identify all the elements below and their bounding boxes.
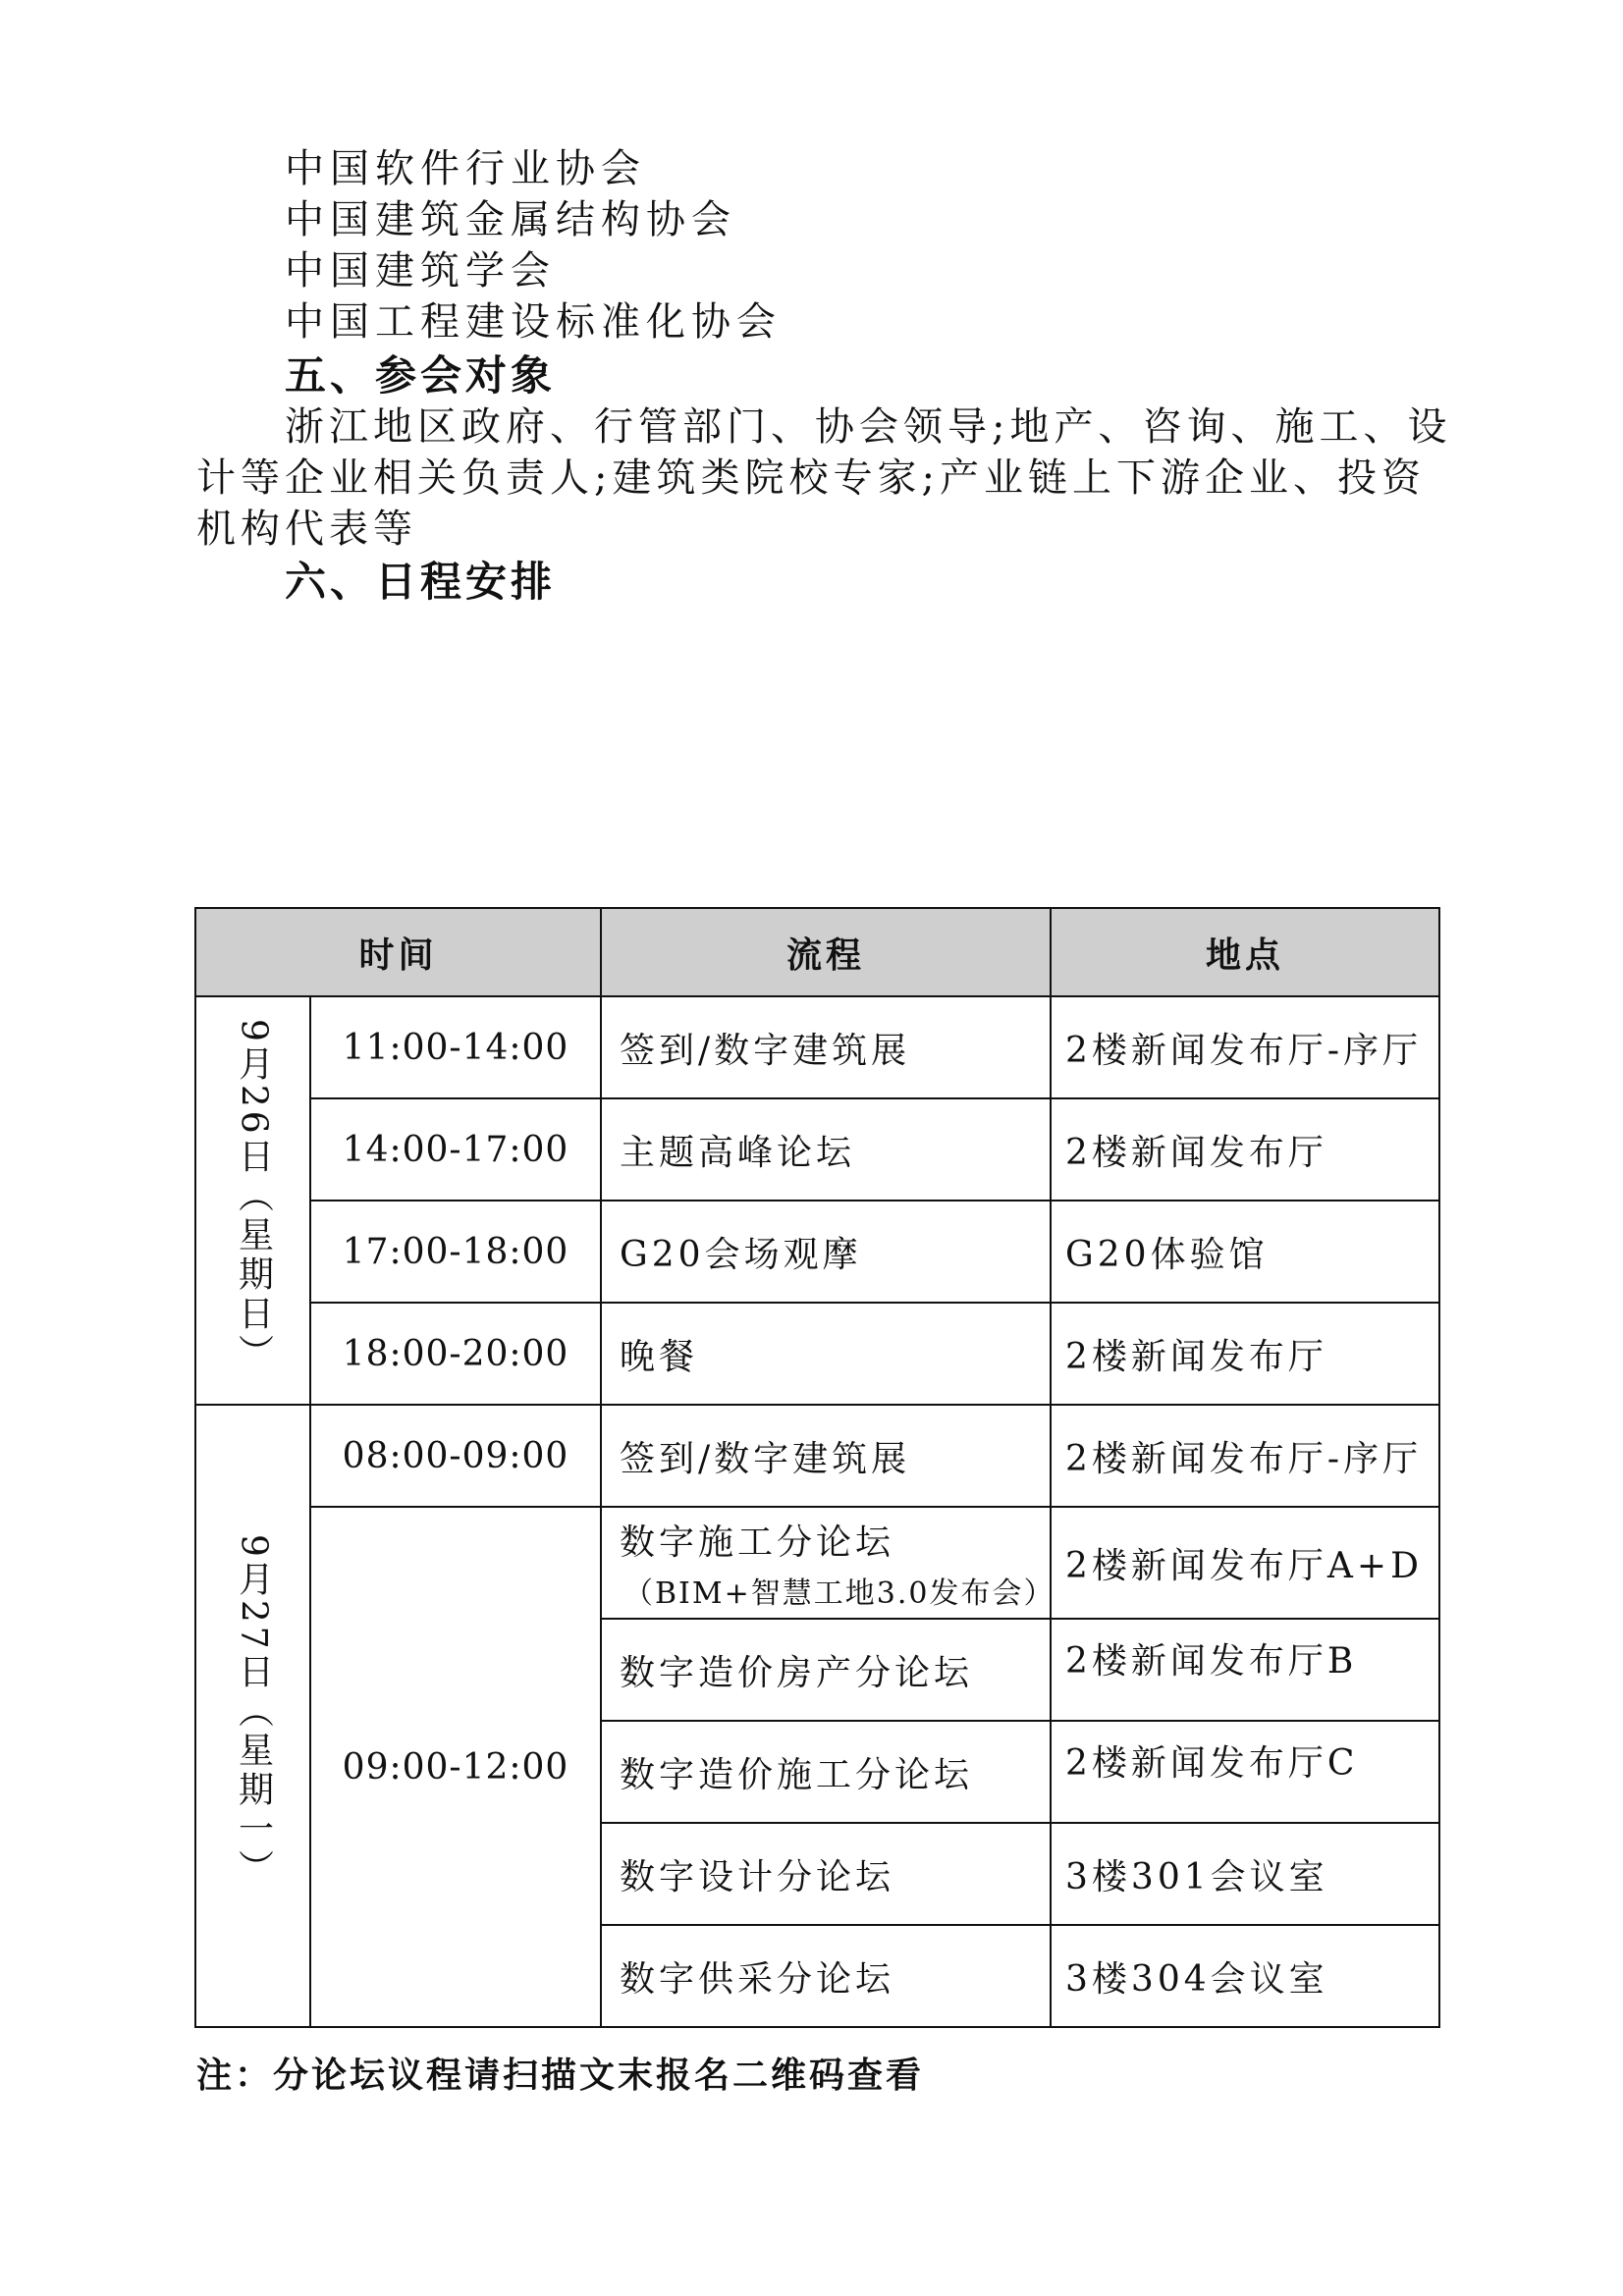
date-label: 9月26日（星期日） <box>233 1019 274 1373</box>
table-row <box>195 996 1439 1098</box>
location-cell: 2楼新闻发布厅 <box>1051 1303 1439 1405</box>
section-heading-attendees: 五、参会对象 <box>285 351 557 400</box>
location-cell: 2楼新闻发布厅A+D <box>1051 1507 1439 1619</box>
organizer-line: 中国建筑金属结构协会 <box>285 197 736 242</box>
table-row <box>195 1303 1439 1405</box>
schedule-table <box>194 907 1440 2028</box>
location-cell: 2楼新闻发布厅C <box>1051 1721 1439 1823</box>
time-cell: 17:00-18:00 <box>310 1201 601 1303</box>
date-label: 9月27日（星期一） <box>233 1534 274 1889</box>
time-cell-session: 09:00-12:00 <box>310 1507 601 2027</box>
location-cell: 2楼新闻发布厅 <box>1051 1098 1439 1201</box>
table-header-row <box>195 908 1439 996</box>
flow-cell: 签到/数字建筑展 <box>601 1405 1051 1507</box>
location-cell: 2楼新闻发布厅-序厅 <box>1051 1405 1439 1507</box>
flow-cell: 主题高峰论坛 <box>601 1098 1051 1201</box>
table-row <box>195 1201 1439 1303</box>
time-cell: 18:00-20:00 <box>310 1303 601 1405</box>
location-cell: 3楼301会议室 <box>1051 1823 1439 1925</box>
location-cell: 3楼304会议室 <box>1051 1925 1439 2027</box>
flow-cell: G20会场观摩 <box>601 1201 1051 1303</box>
header-flow: 流程 <box>601 908 1051 996</box>
attendees-paragraph-line: 机构代表等 <box>196 507 417 552</box>
flow-cell <box>601 1507 1055 1619</box>
flow-cell: 数字供采分论坛 <box>601 1925 1051 2027</box>
time-cell: 14:00-17:00 <box>310 1098 601 1201</box>
date-cell-day1 <box>195 996 310 1405</box>
location-cell: G20体验馆 <box>1051 1201 1439 1303</box>
flow-cell: 晚餐 <box>601 1303 1051 1405</box>
table-row <box>195 1098 1439 1201</box>
section-heading-schedule: 六、日程安排 <box>285 558 557 606</box>
organizer-line: 中国软件行业协会 <box>285 146 646 191</box>
flow-subtitle: （BIM+智慧工地3.0发布会） <box>623 1575 1055 1611</box>
flow-cell: 数字造价房产分论坛 <box>601 1619 1051 1721</box>
date-cell-day2 <box>195 1405 310 2027</box>
organizer-line: 中国建筑学会 <box>285 248 556 294</box>
table-row <box>195 1405 1439 1507</box>
schedule-note: 注：分论坛议程请扫描文末报名二维码查看 <box>196 2056 925 2096</box>
flow-cell: 签到/数字建筑展 <box>601 996 1051 1098</box>
flow-cell: 数字设计分论坛 <box>601 1823 1051 1925</box>
location-cell: 2楼新闻发布厅B <box>1051 1619 1439 1721</box>
attendees-paragraph-line: 计等企业相关负责人;建筑类院校专家;产业链上下游企业、投资 <box>196 455 1426 501</box>
header-location: 地点 <box>1051 908 1439 996</box>
time-cell: 08:00-09:00 <box>310 1405 601 1507</box>
attendees-paragraph-line: 浙江地区政府、行管部门、协会领导;地产、咨询、施工、设 <box>285 404 1452 450</box>
flow-cell: 数字造价施工分论坛 <box>601 1721 1051 1823</box>
table-row <box>195 1507 1439 1619</box>
header-time: 时间 <box>195 908 601 996</box>
location-cell: 2楼新闻发布厅-序厅 <box>1051 996 1439 1098</box>
organizer-line: 中国工程建设标准化协会 <box>285 299 782 345</box>
flow-title: 数字施工分论坛 <box>620 1522 895 1563</box>
time-cell: 11:00-14:00 <box>310 996 601 1098</box>
